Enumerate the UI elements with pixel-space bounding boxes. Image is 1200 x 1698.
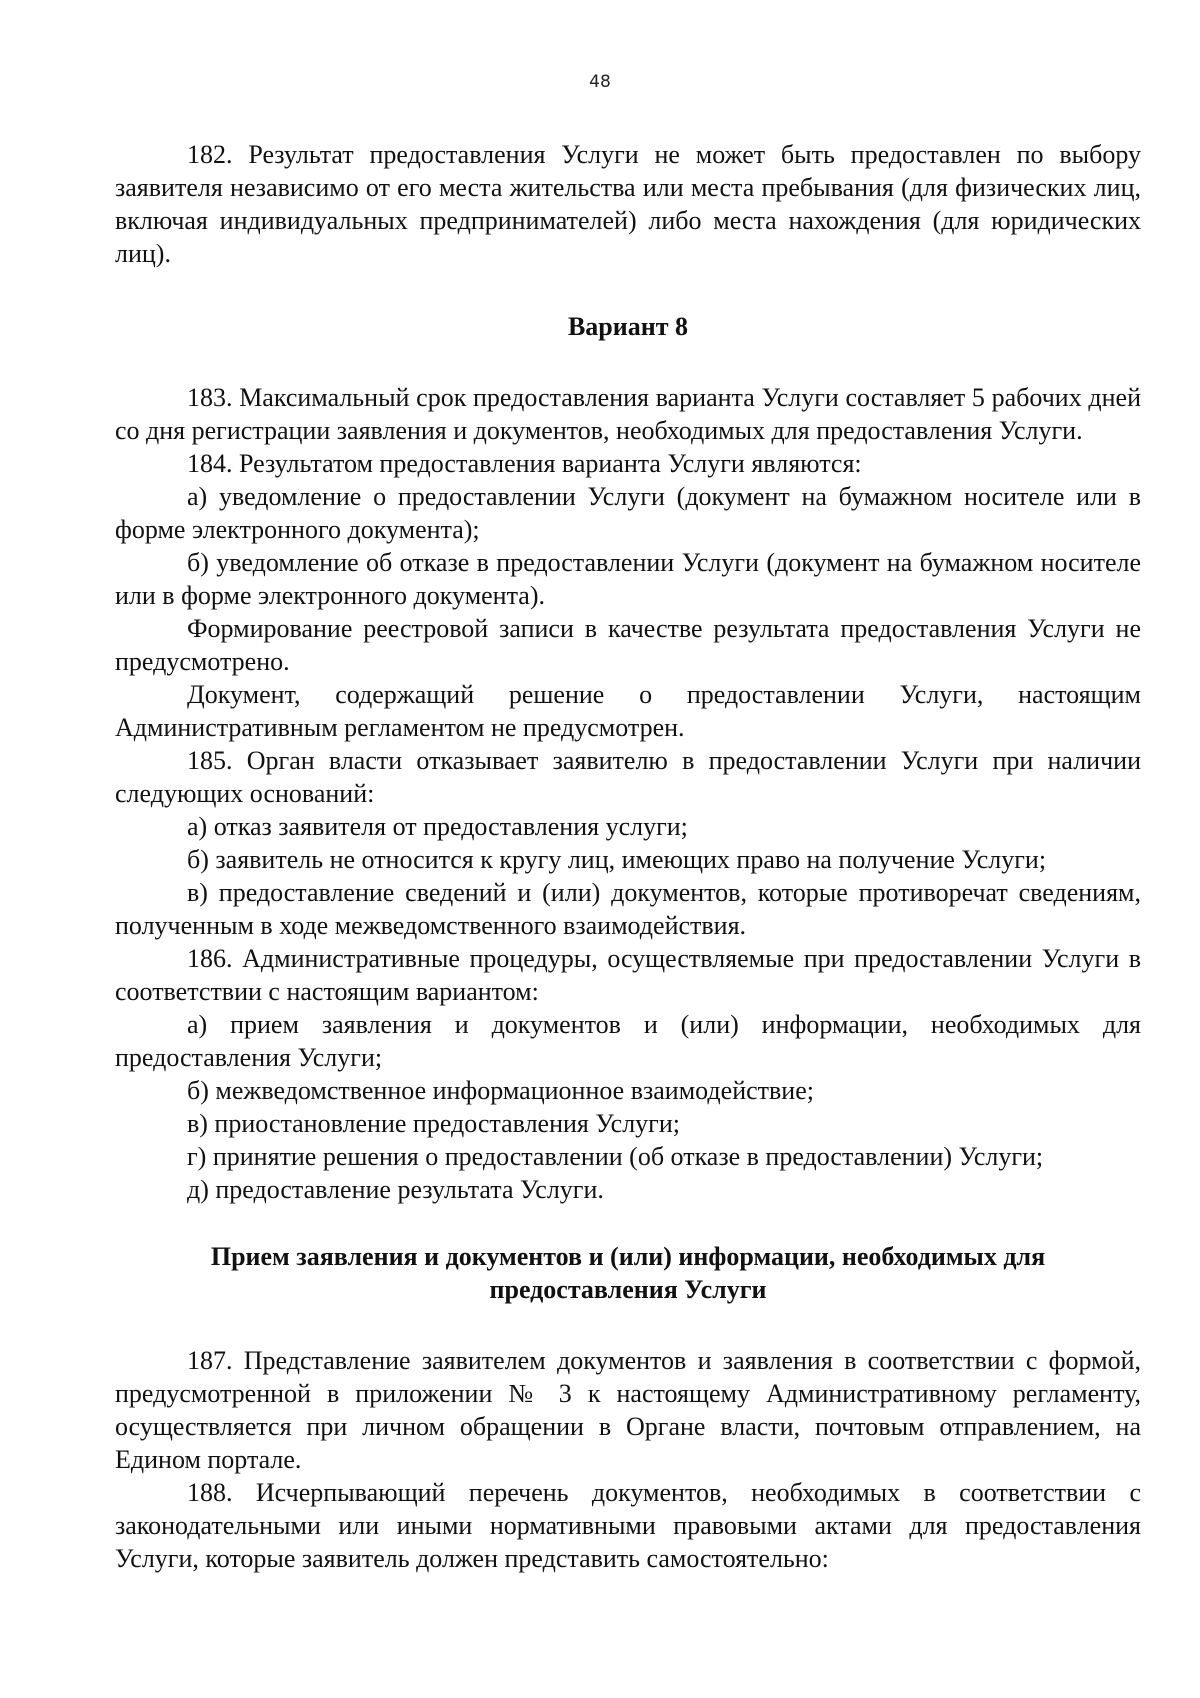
page-number: 48 bbox=[589, 72, 611, 92]
paragraph-185: 185. Орган власти отказывает заявителю в предоставлении Услуги при наличии следующих оснований: bbox=[115, 746, 1141, 808]
paragraph-182: 182. Результат предоставления Услуги не может быть предоставлен по выбору заявителя независимо от его места жительства или места пребывания (для физических лиц, включая индивидуальных предпринимателей) либо места нахождения (для юридических лиц). bbox=[115, 140, 1141, 268]
list-item-186-a: а) прием заявления и документов и (или) информации, необходимых для предоставления Услуги; bbox=[115, 1010, 1141, 1072]
list-item-186-d: г) принятие решения о предоставлении (об отказе в предоставлении) Услуги; bbox=[187, 1142, 1044, 1171]
paragraph-183: 183. Максимальный срок предоставления варианта Услуги составляет 5 рабочих дней со дня регистрации заявления и документов, необходимых для предоставления Услуги. bbox=[115, 383, 1141, 445]
paragraph-187: 187. Представление заявителем документов и заявления в соответствии с формой, предусмотренной в приложении № 3 к настоящему Административному регламенту, осуществляется при личном обращении в Органе власти, почтовым отправлением, на Едином портале. bbox=[115, 1346, 1141, 1474]
section-heading-application bbox=[115, 1240, 1141, 1306]
section-heading-variant-8: Вариант 8 bbox=[567, 312, 689, 341]
list-item-185-c: в) предоставление сведений и (или) документов, которые противоречат сведениям, полученным в ходе межведомственного взаимодействия. bbox=[115, 878, 1141, 940]
document-body bbox=[115, 138, 1141, 1575]
paragraph-184: 184. Результатом предоставления варианта Услуги являются: bbox=[187, 449, 862, 478]
list-item-186-e: д) предоставление результата Услуги. bbox=[187, 1175, 604, 1204]
list-item-185-a: а) отказ заявителя от предоставления услуги; bbox=[187, 812, 688, 841]
paragraph-188: 188. Исчерпывающий перечень документов, необходимых в соответствии с законодательными или иными нормативными правовыми актами для предоставления Услуги, которые заявитель должен представить самостоятельно: bbox=[115, 1478, 1141, 1573]
list-item-186-c: в) приостановление предоставления Услуги; bbox=[187, 1109, 680, 1138]
list-item-185-b: б) заявитель не относится к кругу лиц, имеющих право на получение Услуги; bbox=[187, 845, 1047, 874]
paragraph-decision-document: Документ, содержащий решение о предоставлении Услуги, настоящим Административным регламентом не предусмотрен. bbox=[115, 680, 1141, 742]
section-heading-application-line-2: предоставления Услуги bbox=[489, 1275, 767, 1304]
section-heading-application-line-1: Прием заявления и документов и (или) информации, необходимых для bbox=[210, 1242, 1046, 1271]
list-item-186-b: б) межведомственное информационное взаимодействие; bbox=[187, 1076, 814, 1105]
list-item-184-a: а) уведомление о предоставлении Услуги (документ на бумажном носителе или в форме электронного документа); bbox=[115, 482, 1141, 544]
paragraph-registry-record: Формирование реестровой записи в качестве результата предоставления Услуги не предусмотрено. bbox=[115, 614, 1141, 676]
list-item-184-b: б) уведомление об отказе в предоставлении Услуги (документ на бумажном носителе или в форме электронного документа). bbox=[115, 548, 1141, 610]
paragraph-186: 186. Административные процедуры, осуществляемые при предоставлении Услуги в соответствии с настоящим вариантом: bbox=[115, 944, 1141, 1006]
